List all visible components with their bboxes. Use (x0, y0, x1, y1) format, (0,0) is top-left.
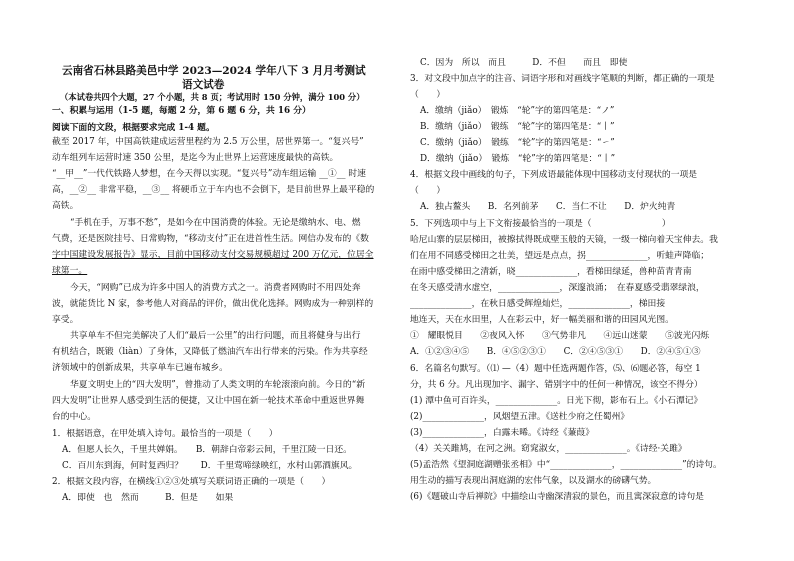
question-4-paren: （ ） (410, 186, 446, 196)
question-6-item: 用生动的描写表现出洞庭湖的宏伟气象，以及湖水的磅礴气势。 (410, 476, 657, 486)
question-5-passage: 地连天，天在水田里，人在彩云中，好一幅美丽和谐的田园风光图。 (410, 315, 674, 325)
question-2-option-ab: A．即使 也 然而 B．但是 如果 (62, 493, 234, 503)
passage-line: 今天，“网购”已成为许多中国人的消费方式之一。消费者网购时不用四处奔 (70, 283, 361, 293)
question-1-option-cd: C．百川东到海，何时复西归？ D．千里莺啼绿映红，水村山郭酒旗风。 (62, 461, 358, 471)
question-6-item: (1) 潭中鱼可百许头，______________。日光下彻，影布石上。《小石潭记》 (410, 396, 703, 406)
passage-line: 截至 2017 年，中国高铁建成运营里程约为 2.5 万公里，居世界第一。“复兴号” (52, 137, 364, 147)
question-3-option: D．缴纳（jiǎo） 锻炼 “轮”字的第四笔是：“丨” (420, 154, 616, 164)
passage-line: 四大发明”让世界人感受到生活的便捷，又让中国在新一轮技术革命中重返世界舞 (52, 396, 365, 406)
question-6: 6．名篇名句默写。（⑴ —（4）题中任选两题作答，⑸、⑹题必答，每空 1 (410, 364, 701, 374)
question-1-option-ab: A．但愿人长久，千里共婵娟。 B．朝辞白帝彩云间，千里江陵一日还。 (62, 445, 352, 455)
question-4-options: A．独占鳌头 B．名列前茅 C．当仁不让 D．炉火纯青 (420, 202, 676, 212)
question-5-passage: 在冬天感受清水虚空，______________，深邃浪涌； 在春夏感受翡翠绿浪， (410, 283, 705, 293)
exam-note: （本试卷共四个大题，27 个小题，共 8 页；考试用时 150 分钟，满分 100 分） (60, 92, 365, 102)
passage-line: “__甲__”一代代铁路人梦想，在今天得以实现。“复兴号”动车组运输 __①__ 时速 (52, 169, 366, 179)
question-1: 1．根据语意，在甲处填入诗句。最恰当的一项是（ ） (52, 429, 278, 439)
question-5-items: ① 耀眼悦目 ②夜风入怀 ③气势非凡 ④远山迷蒙 ⑤波光闪烁 (410, 331, 710, 341)
question-6-item: （4）关关雎鸠，在河之洲。窈窕淑女，______________。《诗经·关雎》 (410, 444, 687, 454)
passage-line: 享受。 (52, 315, 79, 325)
question-3-option: A．缴纳（jiǎo） 锻炼 “轮”字的第四笔是：“ノ” (420, 106, 615, 116)
passage-line-underlined: 字中国建设发展报告》显示，目前中国移动支付交易规模超过 200 万亿元，位居全 (52, 250, 374, 260)
question-6-instruction: 分，共 6 分。凡出现加字、漏字、错别字中的任何一种情况，该空不得分） (410, 380, 703, 390)
passage-line: 动车组列车运营时速 350 公里，是迄今为止世界上运营速度最快的高铁。 (52, 153, 339, 163)
question-5: 5．下列选项中与上下文衔接最恰当的一项是（ ） (410, 219, 671, 229)
question-5-passage: 们在用不同感受梯田之壮美，望远是点点，拐______________，听蛙声降临； (410, 251, 710, 261)
question-5-passage: 哈尼山寨的层层梯田，被擦拭得既成壁玉般的天镜，一级一梯向着天宝伸去。我 (410, 235, 718, 245)
question-2: 2．根据文段内容，在横线①②③处填写关联词语正确的一项是（ ） (52, 477, 331, 487)
question-3-paren: （ ） (410, 90, 446, 100)
question-4: 4．根据文段中画线的句子，下列成语最能体现中国移动支付现状的一项是 (410, 170, 698, 180)
question-6-item: (2)______________，风烟望五津。《送杜少府之任蜀州》 (410, 412, 630, 422)
question-2-option-cd: C．因为 所以 而且 D．不但 而且 即使 (420, 58, 628, 68)
passage-line: 台的中心。 (52, 412, 96, 422)
question-5-passage: ______________，在秋日感受辉煌灿烂，______________，梯田接 (410, 299, 666, 309)
passage-line: 有机结合，既锻（liàn）了身体，又降低了燃油汽车出行带来的污染。作为共享经 (52, 347, 368, 357)
passage-line: 高，__②__ 非常平稳，__③__ 将硬币立于车内也不会倒下，是目前世界上最平稳的 (52, 185, 375, 195)
question-6-item: (5)孟浩然《望洞庭湖赠张丞相》中“______________，______________”的诗句。 (410, 460, 722, 470)
passage-line-underlined: 球第一。 (52, 266, 88, 276)
question-3-option: B．缴纳（jiǎo） 锻练 “轮”字的第四笔是：“丨” (420, 122, 615, 132)
passage-line: 气费，还是医院挂号、日常购物，“移动支付”正在进首性生活。网信办发布的《数 (52, 234, 369, 244)
reading-instruction: 阅读下面的文段，根据要求完成 1-4 题。 (52, 123, 215, 133)
passage-line: “手机在手，万事不愁”，是如今在中国消费的体验。无论是缴纳水、电、燃 (70, 218, 361, 228)
question-3-option: C．缴纳（jiǎo） 锻练 “轮”字的第四笔是：“㇀” (420, 138, 615, 148)
question-6-item: (3)______________，白露未晞。《诗经《蒹葭》 (410, 428, 594, 438)
section-heading: 一、积累与运用（1-5 题，每题 2 分，第 6 题 6 分，共 16 分） (52, 106, 311, 116)
passage-line: 高铁。 (52, 201, 79, 211)
question-3: 3．对文段中加点字的注音、词语字形和对画线字笔顺的判断，都正确的一项是 (410, 74, 715, 84)
passage-line: 济领域中的创新成果，共享单车已遍布城乡。 (52, 363, 228, 373)
exam-subtitle: 语文试卷 (182, 79, 225, 91)
passage-line: 波，就能货比 N 家，参考他人对商品的评价，做出优化选择。网购成为一种别样的 (52, 299, 374, 309)
question-5-options: A．①②③④⑤ B．④⑤②③① C．②④⑤③① D．②④⑤①③ (410, 347, 701, 357)
exam-title: 云南省石林县路美邑中学 2023—2024 学年八下 3 月月考测试 (62, 65, 366, 77)
passage-line: 华夏文明史上的“四大发明”，曾推动了人类文明的车轮滚滚向前。今日的“新 (70, 380, 365, 390)
question-6-item: (6)《题破山寺后禅院》中描绘山寺幽深清寂的景色，而且寓深寂意的诗句是 (410, 492, 704, 502)
question-5-passage: 在雨中感受梯田之清新，晓______________，看梯田绿延，兽种苗青青南 (410, 267, 692, 277)
passage-line: 共享单车不但完美解决了人们“最后一公里”的出行问题，而且将健身与出行 (70, 331, 361, 341)
